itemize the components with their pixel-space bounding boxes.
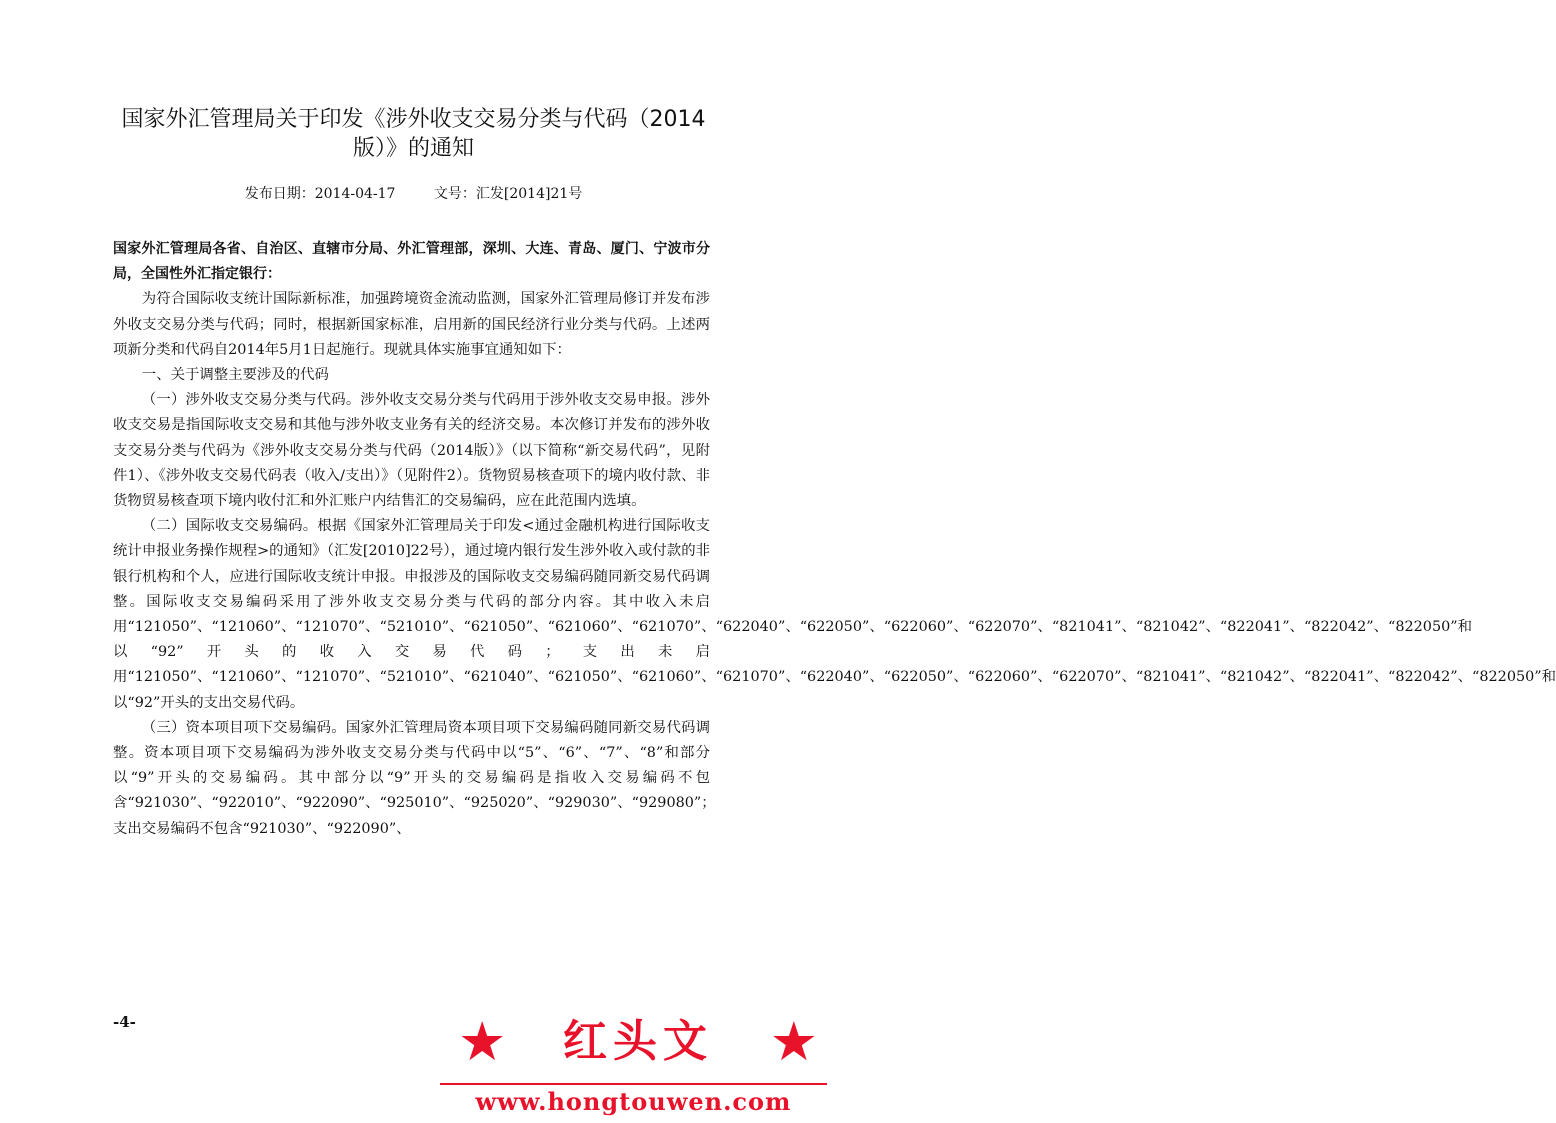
document-number: 文号：汇发[2014]21号 — [433, 186, 583, 202]
watermark-text: 红头文 — [563, 1016, 713, 1067]
addressee: 国家外汇管理局各省、自治区、直辖市分局、外汇管理部，深圳、大连、青岛、厦门、宁波市分局，全国性外汇指定银行： — [113, 241, 710, 283]
watermark-divider — [440, 1083, 827, 1085]
paragraph: （一）涉外收支交易分类与代码。涉外收支交易分类与代码用于涉外收支交易申报。涉外收支交易是指国际收支交易和其他与涉外收支业务有关的经济交易。本次修订并发布的涉外收支交易分类与代码为《涉外收支交易分类与代码（2014版）》（以下简称“新交易代码”，见附件1）、《涉外收支交易代码表（收入/支出）》（见附件2）。货物贸易核查项下的境内收付款、非货物贸易核查项下境内收付汇和外汇账户内结售汇的交易编码，应在此范围内选填。 — [113, 392, 710, 510]
document-meta — [0, 183, 827, 205]
watermark — [440, 1003, 827, 1123]
paragraph: 为符合国际收支统计国际新标准，加强跨境资金流动监测，国家外汇管理局修订并发布涉外收支交易分类与代码；同时，根据新国家标准，启用新的国民经济行业分类与代码。上述两项新分类和代码自2014年5月1日起施行。现就具体实施事宜通知如下： — [113, 291, 710, 358]
paragraph: （二）国际收支交易编码。根据《国家外汇管理局关于印发<通过金融机构进行国际收支统计申报业务操作规程>的通知》（汇发[2010]22号），通过境内银行发生涉外收入或付款的非银行机构和个人，应进行国际收支统计申报。申报涉及的国际收支交易编码随同新交易代码调整。国际收支交易编码采用了涉外收支交易分类与代码的部分内容。其中收入未启用“121050”、“121060”、“121070”、“521010”、“621050”、“621060”、“621070”、“622040”、“622050”、“622060”、“622070”、“821041”、“821042”、“822041”、“822042”、“822050”和以“92”开头的收入交易代码；支出未启用“121050”、“121060”、“121070”、“521010”、“621040”、“621050”、“621060”、“621070”、“622040”、“622050”、“622060”、“622070”、“821041”、“821042”、“822041”、“822042”、“822050”和以“92”开头的支出交易代码。 — [113, 518, 1556, 711]
section-heading: 一、关于调整主要涉及的代码 — [141, 367, 329, 384]
publish-date: 发布日期：2014-04-17 — [244, 186, 396, 202]
document-title: 国家外汇管理局关于印发《涉外收支交易分类与代码（2014版）》的通知 — [121, 107, 706, 161]
paragraph: （三）资本项目项下交易编码。国家外汇管理局资本项目项下交易编码随同新交易代码调整。资本项目项下交易编码为涉外收支交易分类与代码中以“5”、“6”、“7”、“8”和部分以“9”开头的交易编码。其中部分以“9”开头的交易编码是指收入交易编码不包含“921030”、“922010”、“922090”、“925010”、“925020”、“929030”、“929080”；支出交易编码不包含“921030”、“922090”、 — [113, 719, 716, 837]
page-number: -4- — [113, 1013, 136, 1031]
watermark-url: www.hongtouwen.com — [475, 1087, 792, 1116]
star-icon: ★ — [769, 1010, 818, 1073]
document-body — [113, 237, 1556, 842]
star-icon: ★ — [458, 1010, 507, 1073]
